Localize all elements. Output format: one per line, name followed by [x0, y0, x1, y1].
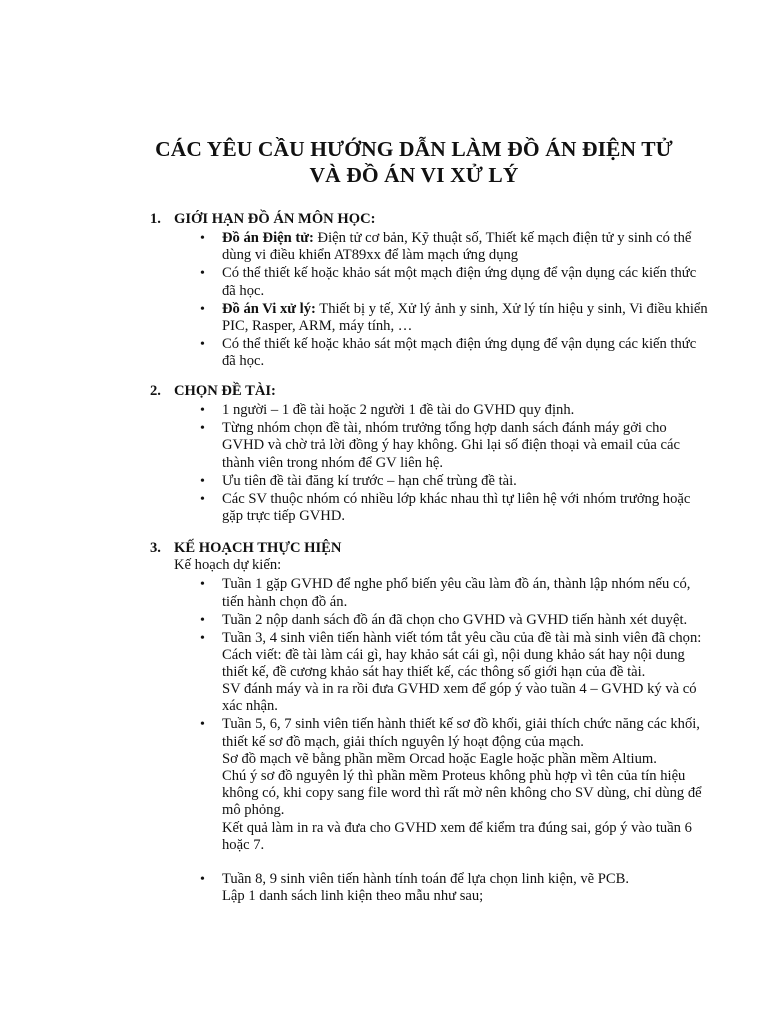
section-heading [150, 211, 710, 228]
bullet-icon: • [200, 421, 205, 437]
list-item [198, 265, 710, 299]
item-text: Có thể thiết kế hoặc khảo sát một mạch điện ứng dụng để vận dụng các kiến thức đã học. [222, 335, 697, 370]
section-topic-selection [150, 383, 710, 526]
section-title: GIỚI HẠN ĐỒ ÁN MÔN HỌC: [174, 211, 376, 227]
bullet-icon: • [200, 336, 205, 352]
item-lead: Đồ án Vi xử lý: [222, 300, 316, 317]
item-paragraph: Kết quả làm in ra và đưa cho GVHD xem để kiểm tra đúng sai, góp ý vào tuần 6 hoặc 7. [222, 819, 692, 853]
document-title [0, 136, 768, 188]
item-paragraph: Sơ đồ mạch vẽ bằng phần mềm Orcad hoặc Eagle hoặc phần mềm Altium. [222, 750, 657, 767]
list-item [198, 420, 710, 472]
list-item [198, 491, 710, 525]
bullet-icon: • [200, 872, 205, 888]
bullet-list [150, 230, 710, 370]
item-text: 1 người – 1 đề tài hoặc 2 người 1 đề tài do GVHD quy định. [222, 402, 575, 419]
item-text: Ưu tiên đề tài đăng kí trước – hạn chế trùng đề tài. [222, 472, 517, 489]
title-line-1: CÁC YÊU CẦU HƯỚNG DẪN LÀM ĐỒ ÁN ĐIỆN TỬ [155, 137, 673, 161]
item-text: Tuần 8, 9 sinh viên tiến hành tính toán để lựa chọn linh kiện, vẽ PCB. [222, 871, 630, 888]
section-number: 3. [150, 540, 161, 556]
item-text: Có thể thiết kế hoặc khảo sát một mạch điện ứng dụng để vận dụng các kiến thức đã học. [222, 265, 697, 299]
list-item [198, 612, 710, 629]
bullet-icon: • [200, 612, 205, 628]
section-title: KẾ HOẠCH THỰC HIỆN [174, 540, 342, 556]
item-text: Tuần 3, 4 sinh viên tiến hành viết tóm tắt yêu cầu của đề tài mà sinh viên đã chọn: [222, 629, 702, 646]
item-text: Tuần 1 gặp GVHD để nghe phổ biến yêu cầu làm đồ án, thành lập nhóm nếu có, tiến hành chọn đồ án. [222, 576, 691, 610]
item-paragraph: Cách viết: đề tài làm cái gì, hay khảo sát cái gì, nội dung khảo sát hay nội dung thiết kế, đề cương khảo sát hay thiết kế, các thông số giới hạn của đề tài. [222, 646, 685, 681]
bullet-icon: • [200, 630, 205, 646]
item-text: Các SV thuộc nhóm có nhiều lớp khác nhau thì tự liên hệ với nhóm trưởng hoặc gặp trực tiếp GVHD. [222, 490, 691, 524]
item-lead: Đồ án Điện tử: [222, 230, 314, 247]
item-text: Điện tử cơ bản, Kỹ thuật số, Thiết kế mạch điện tử y sinh có thể dùng vi điều khiển AT89xx để làm mạch ứng dụng [222, 230, 692, 264]
list-item [198, 871, 710, 905]
item-paragraph: SV đánh máy và in ra rồi đưa GVHD xem để góp ý vào tuần 4 – GVHD ký và có xác nhận. [222, 681, 697, 715]
bullet-list [150, 576, 710, 905]
bullet-icon: • [200, 717, 205, 733]
list-item [198, 630, 710, 716]
bullet-icon: • [200, 266, 205, 282]
section-intro: Kế hoạch dự kiến: [174, 557, 282, 574]
item-text: Thiết bị y tế, Xử lý ảnh y sinh, Xử lý tín hiệu y sinh, Vi điều khiển PIC, Rasper, ARM, máy tính, … [222, 300, 708, 334]
item-paragraph: Lập 1 danh sách linh kiện theo mẫu như sau; [222, 888, 484, 905]
section-number: 1. [150, 211, 161, 227]
section-heading [150, 383, 710, 400]
item-paragraph: Chú ý sơ đồ nguyên lý thì phần mềm Proteus không phù hợp vì tên của tín hiệu không có, khi copy sang file word thì rất mờ nên không cho SV dùng, chỉ dùng để mô phỏng. [222, 768, 702, 819]
list-item [198, 716, 710, 854]
section-title: CHỌN ĐỀ TÀI: [174, 383, 276, 399]
bullet-icon: • [200, 403, 205, 419]
list-item [198, 301, 710, 335]
item-text: Tuần 2 nộp danh sách đồ án đã chọn cho GVHD và GVHD tiến hành xét duyệt. [222, 611, 688, 628]
list-item [198, 336, 710, 370]
bullet-icon: • [200, 577, 205, 593]
list-item [198, 230, 710, 264]
section-heading [150, 540, 710, 557]
bullet-icon: • [200, 491, 205, 507]
bullet-list [150, 402, 710, 525]
bullet-icon: • [200, 231, 205, 247]
title-line-2: VÀ ĐỒ ÁN VI XỬ LÝ [309, 163, 519, 187]
bullet-icon: • [200, 473, 205, 489]
section-scope [150, 211, 710, 371]
section-number: 2. [150, 383, 161, 399]
bullet-icon: • [200, 301, 205, 317]
item-text: Từng nhóm chọn đề tài, nhóm trưởng tổng hợp danh sách đánh máy gởi cho GVHD và chờ trả lời đồng ý hay không. Ghi lại số điện thoại và email của các thành viên trong nhóm để GV liên hệ. [222, 420, 680, 471]
list-item [198, 576, 710, 610]
list-item [198, 473, 710, 490]
item-text: Tuần 5, 6, 7 sinh viên tiến hành thiết kế sơ đồ khối, giải thích chức năng các khối, thiết kế sơ đồ mạch, giải thích nguyên lý hoạt động của mạch. [222, 716, 700, 750]
section-plan [150, 540, 710, 906]
list-item [198, 402, 710, 419]
